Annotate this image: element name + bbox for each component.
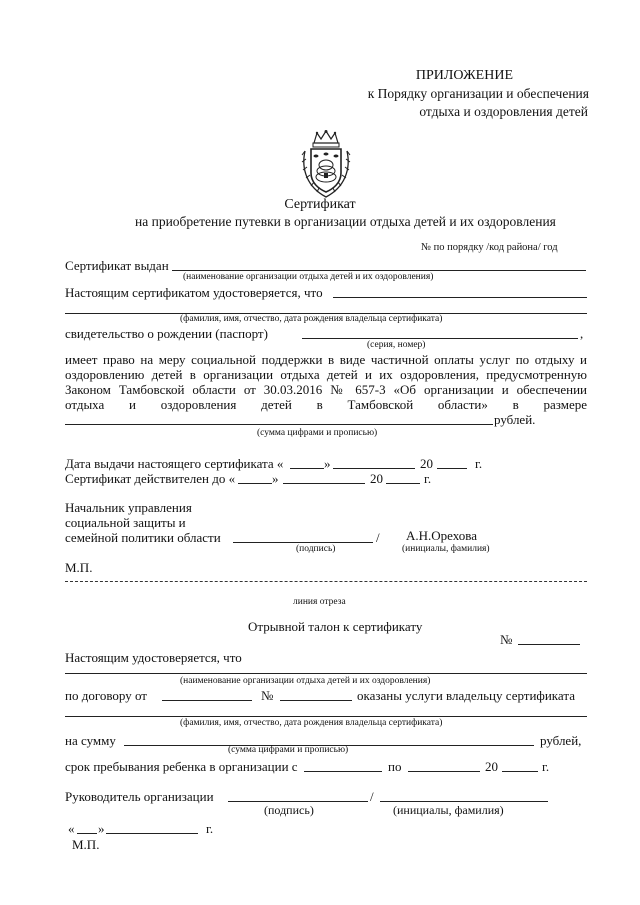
initials-hint: (инициалы, фамилия) bbox=[402, 544, 490, 554]
stub-number-label: № bbox=[500, 632, 513, 647]
stub-initials-hint: (инициалы, фамилия) bbox=[393, 803, 504, 817]
series-hint: (серия, номер) bbox=[367, 340, 426, 350]
stub-sum-label: на сумму bbox=[65, 733, 116, 748]
stamp-label: М.П. bbox=[65, 560, 93, 575]
stub-day-field[interactable] bbox=[77, 833, 97, 834]
body-line-2: оздоровлению детей в организации отдыха детей и их оздоровления, предусмотренную bbox=[65, 367, 587, 382]
issued-to-field[interactable] bbox=[172, 270, 586, 271]
stub-holder-field[interactable] bbox=[65, 716, 587, 717]
stub-title: Отрывной талон к сертификату bbox=[248, 619, 423, 634]
issue-year-field[interactable] bbox=[437, 468, 467, 469]
chief-title-3: семейной политики области bbox=[65, 530, 221, 545]
issued-to-label: Сертификат выдан bbox=[65, 258, 169, 273]
coat-of-arms-emblem bbox=[297, 129, 355, 201]
chief-title-2: социальной защиты и bbox=[65, 515, 186, 530]
holder-hint: (фамилия, имя, отчество, дата рождения владельца сертификата) bbox=[180, 314, 443, 324]
body-line-1: имеет право на меру социальной поддержки в виде частичной оплаты услуг по отдыху и bbox=[65, 352, 587, 367]
holder-field-1[interactable] bbox=[333, 297, 587, 298]
head-signature-field[interactable] bbox=[228, 801, 368, 802]
body-line-3: Законом Тамбовской области от 30.03.2016 № 657-3 «Об организации и обеспечении bbox=[65, 382, 587, 397]
cut-line-label: линия отреза bbox=[293, 597, 346, 607]
chief-title-1: Начальник управления bbox=[65, 500, 192, 515]
stub-certify-label: Настоящим удостоверяется, что bbox=[65, 650, 242, 665]
services-provided-label: оказаны услуги владельцу сертификата bbox=[357, 688, 575, 703]
birth-cert-field[interactable] bbox=[302, 338, 578, 339]
stub-org-hint: (наименование организации отдыха детей и их оздоровления) bbox=[180, 676, 431, 686]
issued-to-hint: (наименование организации отдыха детей и их оздоровления) bbox=[183, 272, 434, 282]
stub-rubles-label: рублей, bbox=[540, 733, 582, 748]
contract-date-field[interactable] bbox=[162, 700, 252, 701]
contract-label: по договору от bbox=[65, 688, 147, 703]
valid-day-field[interactable] bbox=[238, 483, 272, 484]
chief-name: А.Н.Орехова bbox=[406, 528, 478, 543]
head-name-field[interactable] bbox=[380, 801, 548, 802]
certificate-subtitle: на приобретение путевки в организации отдыха детей и их оздоровления bbox=[135, 214, 556, 229]
sum-field[interactable] bbox=[65, 424, 493, 425]
rubles-label: рублей. bbox=[494, 412, 536, 427]
stay-from-field[interactable] bbox=[304, 771, 382, 772]
certificate-title: Сертификат bbox=[284, 197, 356, 212]
stay-period-label: срок пребывания ребенка в организации с bbox=[65, 759, 298, 774]
stay-year-field[interactable] bbox=[502, 771, 538, 772]
appendix-line2: к Порядку организации и обеспечения bbox=[367, 86, 589, 101]
appendix-title: ПРИЛОЖЕНИЕ bbox=[415, 68, 513, 83]
body-line-4: отдыха и оздоровления детей в Тамбовской области» в размере bbox=[65, 397, 587, 412]
valid-year-field[interactable] bbox=[386, 483, 420, 484]
certify-label: Настоящим сертификатом удостоверяется, что bbox=[65, 285, 323, 300]
certificate-number-note: № по порядку /код района/ год bbox=[421, 242, 558, 253]
chief-signature-field[interactable] bbox=[233, 542, 373, 543]
issue-day-field[interactable] bbox=[290, 468, 324, 469]
stub-org-field[interactable] bbox=[65, 673, 587, 674]
stub-sum-hint: (сумма цифрами и прописью) bbox=[228, 745, 349, 755]
stub-holder-hint: (фамилия, имя, отчество, дата рождения владельца сертификата) bbox=[180, 718, 443, 728]
appendix-line3: отдыха и оздоровления детей bbox=[419, 104, 588, 119]
signature-hint: (подпись) bbox=[296, 544, 336, 554]
stay-to-field[interactable] bbox=[408, 771, 480, 772]
issue-month-field[interactable] bbox=[333, 468, 415, 469]
sum-hint: (сумма цифрами и прописью) bbox=[257, 428, 378, 438]
issue-date-label: Дата выдачи настоящего сертификата « bbox=[65, 456, 284, 471]
stub-stamp-label: М.П. bbox=[72, 837, 100, 852]
head-label: Руководитель организации bbox=[65, 789, 214, 804]
birth-cert-label: свидетельство о рождении (паспорт) bbox=[65, 326, 268, 341]
stub-number-field[interactable] bbox=[518, 644, 580, 645]
contract-number-field[interactable] bbox=[280, 700, 352, 701]
stub-month-field[interactable] bbox=[106, 833, 198, 834]
valid-until-label: Сертификат действителен до « bbox=[65, 471, 236, 486]
stub-signature-hint: (подпись) bbox=[264, 803, 314, 817]
valid-month-field[interactable] bbox=[283, 483, 365, 484]
cut-line bbox=[65, 581, 587, 582]
